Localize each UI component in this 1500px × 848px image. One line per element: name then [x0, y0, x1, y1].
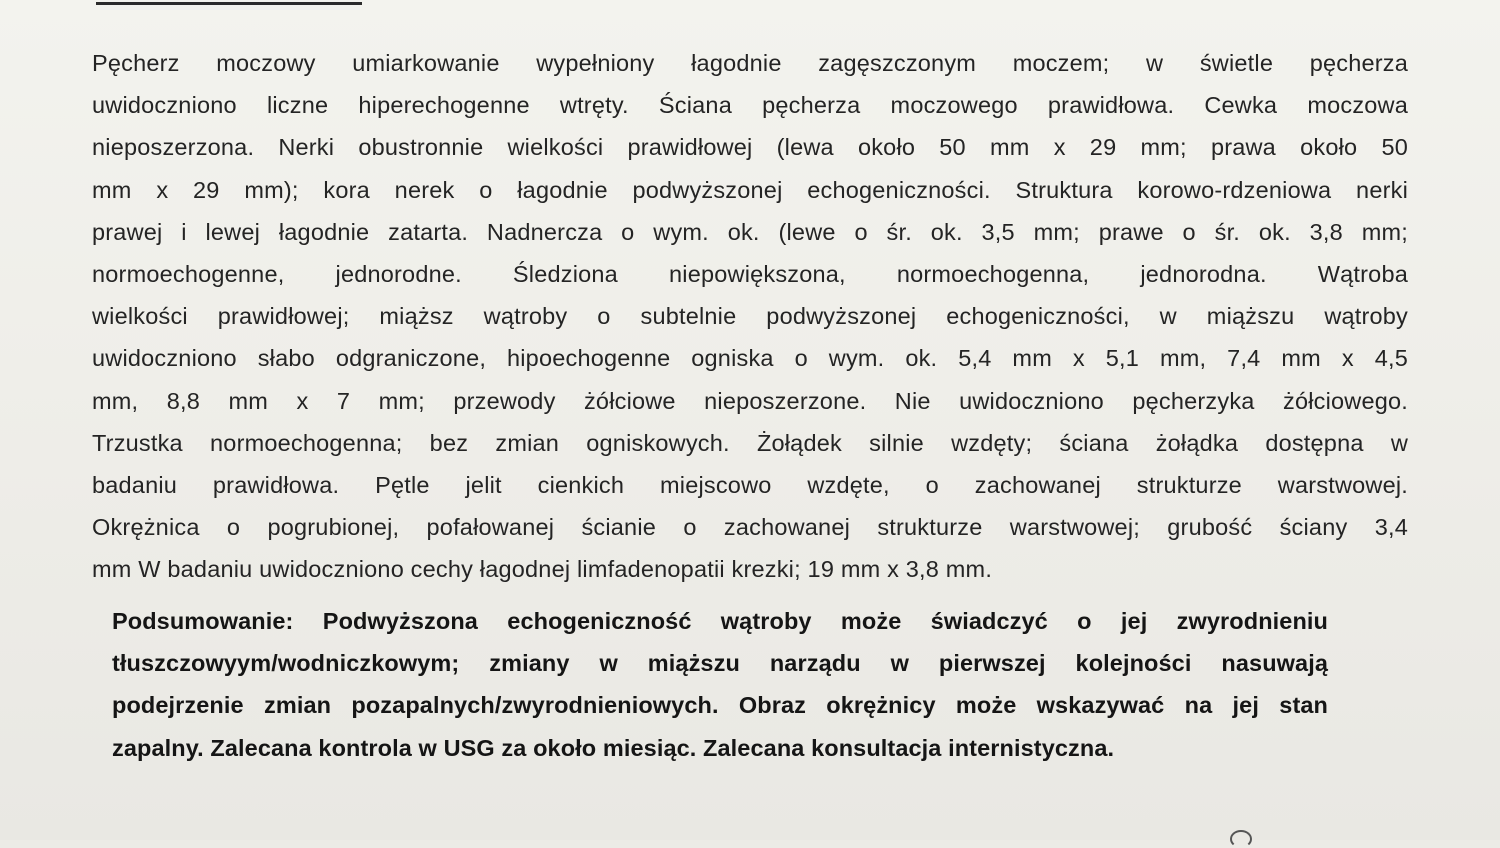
- findings-line: mm, 8,8 mm x 7 mm; przewody żółciowe nieposzerzone. Nie uwidoczniono pęcherzyka żółciowego.: [92, 387, 1408, 414]
- findings-line: normoechogenne, jednorodne. Śledziona niepowiększona, normoechogenna, jednorodna. Wątroba: [92, 261, 1408, 288]
- summary-paragraph: [112, 600, 1328, 769]
- findings-line: uwidoczniono liczne hiperechogenne wtręty. Ściana pęcherza moczowego prawidłowa. Cewka moczowa: [92, 92, 1408, 119]
- findings-line: prawej i lewej łagodnie zatarta. Nadnercza o wym. ok. (lewe o śr. ok. 3,5 mm; prawe o śr. ok. 3,8 mm;: [92, 218, 1408, 245]
- summary-line: tłuszczowyym/wodniczkowym; zmiany w miąższu narządu w pierwszej kolejności nasuwają: [112, 650, 1328, 677]
- findings-line: mm x 29 mm); kora nerek o łagodnie podwyższonej echogeniczności. Struktura korowo-rdzeniowa nerki: [92, 176, 1408, 203]
- summary-line: Podsumowanie: Podwyższona echogeniczność wątroby może świadczyć o jej zwyrodnieniu: [112, 608, 1328, 634]
- findings-line: nieposzerzona. Nerki obustronnie wielkości prawidłowej (lewa około 50 mm x 29 mm; prawa około 50: [92, 134, 1408, 161]
- findings-line: Trzustka normoechogenna; bez zmian ogniskowych. Żołądek silnie wzdęty; ściana żołądka dostępna w: [92, 429, 1408, 456]
- findings-line: uwidoczniono słabo odgraniczone, hipoechogenne ogniska o wym. ok. 5,4 mm x 5,1 mm, 7,4 mm x 4,5: [92, 345, 1408, 372]
- findings-line: Okrężnica o pogrubionej, pofałowanej ścianie o zachowanej strukturze warstwowej; grubość ściany 3,4: [92, 514, 1408, 541]
- findings-line: mm W badaniu uwidoczniono cechy łagodnej limfadenopatii krezki; 19 mm x 3,8 mm.: [92, 556, 993, 583]
- findings-line: badaniu prawidłowa. Pętle jelit cienkich miejscowo wzdęte, o zachowanej strukturze warstwowej.: [92, 472, 1408, 499]
- summary-line: podejrzenie zmian pozapalnych/zwyrodnieniowych. Obraz okrężnicy może wskazywać na jej stan: [112, 692, 1328, 719]
- ink-mark: [1230, 830, 1252, 848]
- summary-line: zapalny. Zalecana kontrola w USG za około miesiąc. Zalecana konsultacja internistyczna.: [112, 734, 1115, 761]
- findings-paragraph: [92, 42, 1408, 591]
- findings-line: Pęcherz moczowy umiarkowanie wypełniony łagodnie zagęszczonym moczem; w świetle pęcherza: [92, 50, 1408, 76]
- top-underline-divider: [96, 2, 362, 5]
- findings-line: wielkości prawidłowej; miąższ wątroby o subtelnie podwyższonej echogeniczności, w miąższu wątroby: [92, 303, 1408, 330]
